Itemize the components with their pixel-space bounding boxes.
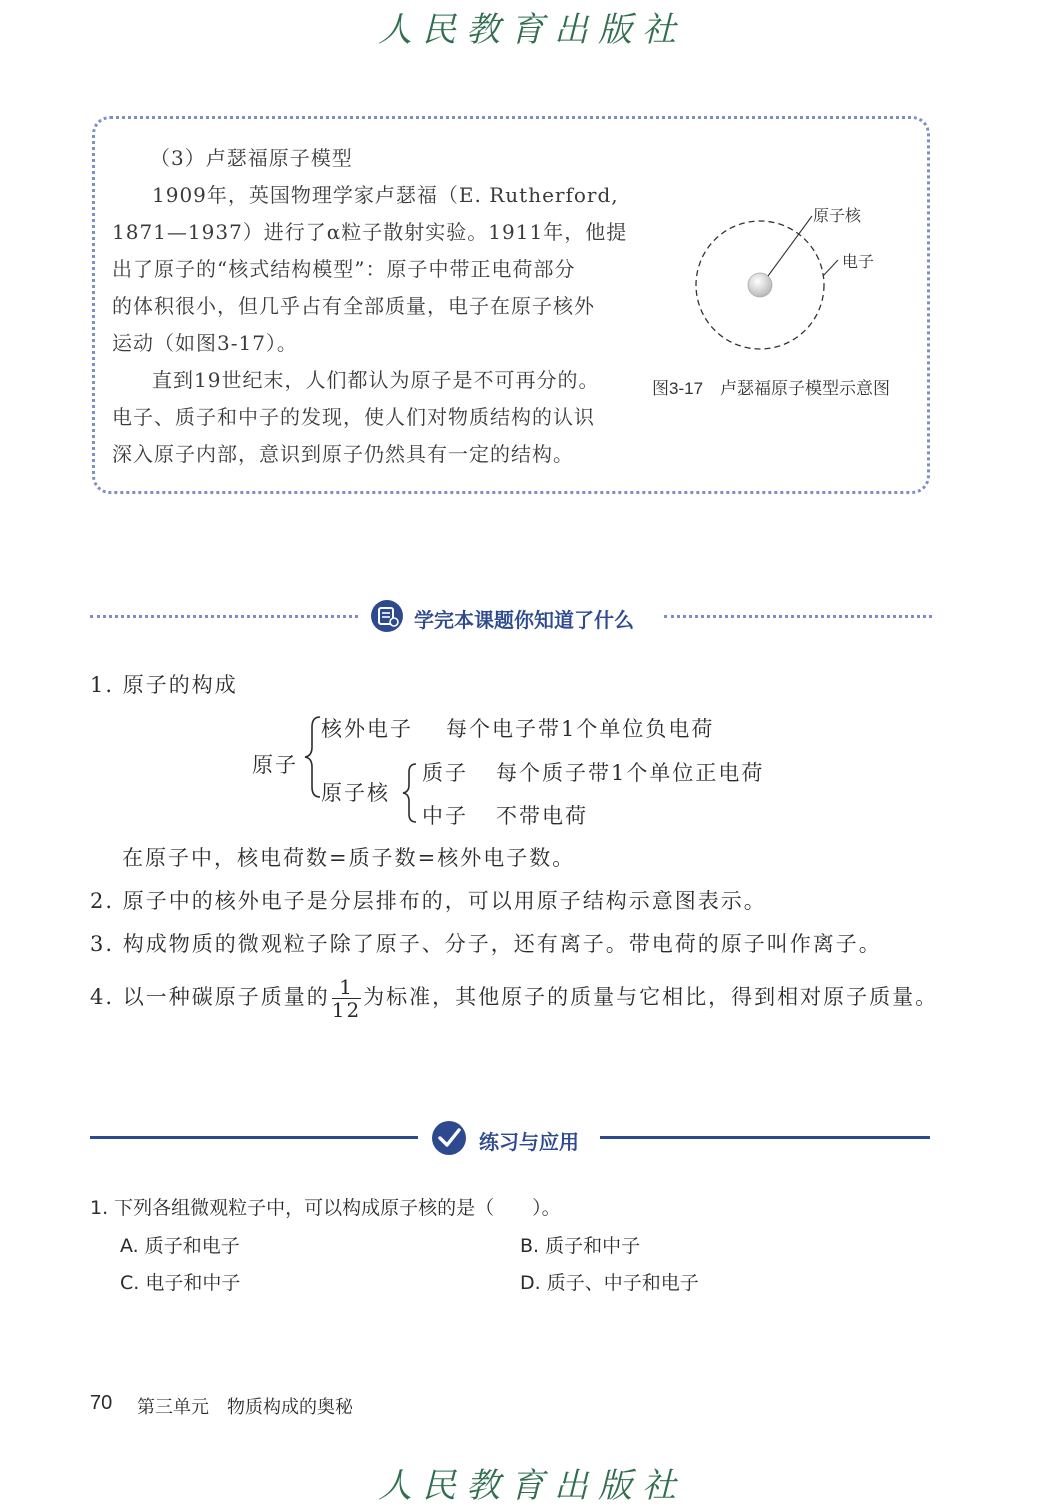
unit-title: 第三单元 物质构成的奥秘 <box>137 1397 353 1417</box>
nucleus <box>748 273 772 297</box>
tree-electron-desc: 每个电子带1个单位负电荷 <box>446 717 715 741</box>
box-line: 出了原子的“核式结构模型”：原子中带正电荷部分 <box>112 257 576 281</box>
exercise-divider-right <box>600 1136 930 1139</box>
publisher-logo-bottom: 人民教育出版社 <box>378 1466 686 1506</box>
box-line: 1871—1937）进行了α粒子散射实验。1911年，他提 <box>112 220 628 244</box>
tree-root: 原子 <box>252 753 298 777</box>
summary-item-1: 1. 原子的构成 <box>90 673 238 697</box>
fraction-numerator: 1 <box>332 976 361 999</box>
item4-text-after: 为标准，其他原子的质量与它相比，得到相对原子质量。 <box>363 985 939 1009</box>
box-line: 电子、质子和中子的发现，使人们对物质结构的认识 <box>112 405 595 429</box>
box-line: 直到19世纪末，人们都认为原子是不可再分的。 <box>152 368 600 392</box>
tree-nucleus: 原子核 <box>321 781 390 805</box>
option-d: D. 质子、中子和电子 <box>520 1272 699 1294</box>
tree-neutron-desc: 不带电荷 <box>496 804 588 828</box>
box-line: 1909年，英国物理学家卢瑟福（E. Rutherford, <box>152 183 619 207</box>
electron-pointer <box>823 260 838 276</box>
exercise-heading: 练习与应用 <box>479 1130 579 1154</box>
nucleus-pointer <box>768 216 812 276</box>
tree-electron: 核外电子 <box>321 717 413 741</box>
figure-caption: 图3-17 卢瑟福原子模型示意图 <box>652 379 891 398</box>
box-line: 深入原子内部，意识到原子仍然具有一定的结构。 <box>112 442 574 466</box>
option-c: C. 电子和中子 <box>120 1272 241 1294</box>
divider-right <box>664 615 932 618</box>
rutherford-atom-diagram <box>660 190 920 370</box>
summary-item-2: 2. 原子中的核外电子是分层排布的，可以用原子结构示意图表示。 <box>90 889 767 913</box>
tree-proton: 质子 <box>422 761 468 785</box>
summary-icon <box>370 599 404 633</box>
summary-heading: 学完本课题你知道了什么 <box>414 608 634 632</box>
label-electron: 电子 <box>842 254 875 271</box>
item4-text-before: 4. 以一种碳原子质量的 <box>90 985 330 1009</box>
exercise-divider-left <box>90 1136 418 1139</box>
divider-left <box>90 615 358 618</box>
publisher-logo-top: 人民教育出版社 <box>378 10 686 50</box>
label-nucleus: 原子核 <box>813 208 862 225</box>
page-number: 70 <box>90 1392 113 1414</box>
brace-inner-icon <box>398 760 420 826</box>
tree-neutron: 中子 <box>422 804 468 828</box>
box-subtitle: （3）卢瑟福原子模型 <box>150 146 353 170</box>
summary-item-3: 3. 构成物质的微观粒子除了原子、分子，还有离子。带电荷的原子叫作离子。 <box>90 932 882 956</box>
tree-proton-desc: 每个质子带1个单位正电荷 <box>496 761 765 785</box>
box-line: 运动（如图3-17）。 <box>112 331 298 355</box>
option-a: A. 质子和电子 <box>120 1235 240 1257</box>
box-line: 的体积很小，但几乎占有全部质量，电子在原子核外 <box>112 294 595 318</box>
summary-item-4 <box>90 976 938 1021</box>
option-b: B. 质子和中子 <box>520 1235 641 1257</box>
fraction-denominator: 12 <box>331 998 362 1022</box>
equality-statement: 在原子中，核电荷数=质子数=核外电子数。 <box>122 846 576 870</box>
checkmark-icon <box>431 1120 467 1156</box>
fraction-one-twelfth <box>332 976 361 1021</box>
exercise-question-1: 1. 下列各组微观粒子中，可以构成原子核的是（ ）。 <box>90 1197 561 1219</box>
